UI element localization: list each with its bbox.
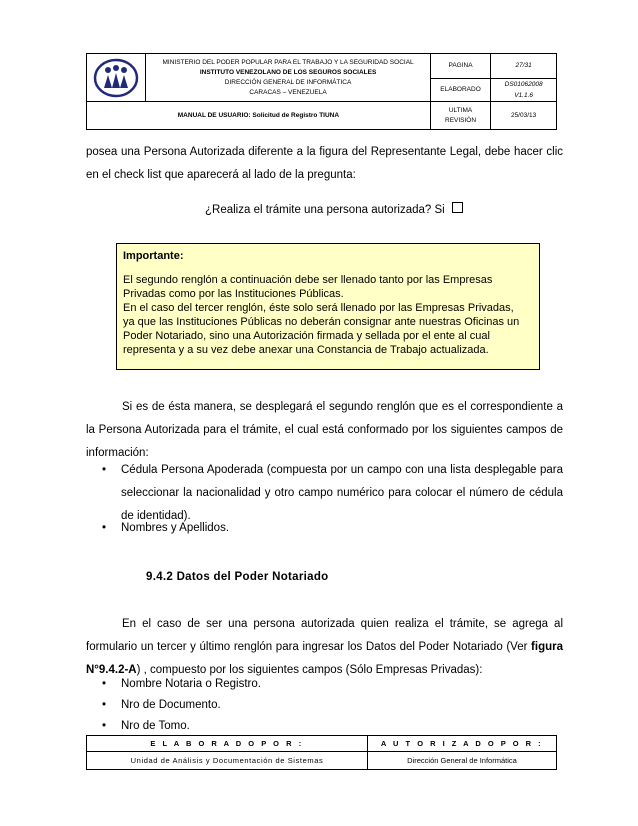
bullet-icon: • <box>102 522 107 534</box>
revision-label-line2: REVISIÓN <box>445 116 477 124</box>
para3-line2 <box>86 636 563 659</box>
doc-code: DS01062008 <box>504 81 543 88</box>
important-line-4: ya que las Instituciones Públicas no deberán consignar ante nuestras Oficinas un <box>123 316 520 328</box>
institution-block <box>146 54 431 102</box>
bullet2-text: Nombres y Apellidos. <box>121 522 230 534</box>
elaborado-label: ELABORADO <box>440 86 481 93</box>
important-line-6: representa y a su vez debe anexar una Constancia de Trabajo actualizada. <box>123 344 489 356</box>
important-line-1: El segundo renglón a continuación debe ser llenado tanto por las Empresas <box>123 274 493 286</box>
bullet3-text: Nombre Notaria o Registro. <box>121 678 261 690</box>
page-value: 27/31 <box>491 54 556 79</box>
institute-name: INSTITUTO VENEZOLANO DE LOS SEGUROS SOCIALES <box>199 68 377 76</box>
important-line-2: Privadas como por las Instituciones Públicas. <box>123 288 344 300</box>
elaborado-value: Unidad de Análisis y Documentación de Sistemas <box>87 752 368 770</box>
bullet1-line2: seleccionar la nacionalidad y otro campo numérico para colocar el número de cédula <box>121 487 563 499</box>
bullet-icon: • <box>102 699 107 711</box>
para3-line3-text: ) , compuesto por los siguientes campos (Sólo Empresas Privadas): <box>136 664 483 676</box>
para2-line3: información: <box>86 447 149 459</box>
page-elaborado-values <box>491 54 557 102</box>
ivss-logo-icon <box>93 58 139 98</box>
document-footer <box>86 735 557 770</box>
para2-line1: Si es de ésta manera, se desplegará el segundo renglón que es el correspondiente a <box>122 401 563 413</box>
important-note-box <box>116 243 540 370</box>
autorizado-value: Dirección General de Informática <box>368 752 557 770</box>
revision-label-line1: ULTIMA <box>448 106 473 114</box>
section-title: 9.4.2 Datos del Poder Notariado <box>146 571 329 583</box>
bullet4-text: Nro de Documento. <box>121 699 221 711</box>
important-title: Importante: <box>123 250 184 262</box>
figure-reference: figura <box>531 641 563 653</box>
ministry-name: MINISTERIO DEL PODER POPULAR PARA EL TRABAJO Y LA SEGURIDAD SOCIAL <box>162 58 414 66</box>
figure-number: N°9.4.2-A <box>86 664 137 676</box>
bullet-icon: • <box>102 464 107 476</box>
page-label: PAGINA <box>431 54 490 79</box>
revision-date: 25/03/13 <box>491 102 557 130</box>
para3-line1: En el caso de ser una persona autorizada quien realiza el trámite, se agrega al <box>122 618 563 630</box>
manual-title: MANUAL DE USUARIO: Solicitud de Registro TIUNA <box>87 102 431 130</box>
important-line-3: En el caso del tercer renglón, éste solo será llenado por las Empresas Privadas, <box>123 302 514 314</box>
bullet1-line3: de identidad). <box>121 510 191 522</box>
bullet1-line1: Cédula Persona Apoderada (compuesta por un campo con una lista desplegable para <box>121 464 563 476</box>
version: V1.1.6 <box>514 92 533 99</box>
document-header <box>86 53 557 130</box>
revision-label <box>430 102 490 130</box>
city-name: CARACAS – VENEZUELA <box>249 88 327 96</box>
direction-name: DIRECCIÓN GENERAL DE INFORMÁTICA <box>224 78 352 86</box>
notarial-paragraph <box>86 613 563 682</box>
bullet5-text: Nro de Tomo. <box>121 720 190 732</box>
authorized-checkbox[interactable] <box>452 202 463 213</box>
bullet-icon: • <box>102 720 107 732</box>
elaborado-title: E L A B O R A D O P O R : <box>87 736 368 752</box>
autorizado-title: A U T O R I Z A D O P O R : <box>368 736 557 752</box>
bullet-icon: • <box>102 678 107 690</box>
authorized-question <box>205 201 463 219</box>
question-text: ¿Realiza el trámite una persona autorizada? Si <box>205 204 445 216</box>
authorized-person-paragraph <box>86 396 563 465</box>
list-item <box>102 694 221 717</box>
page-elaborado-labels <box>430 54 490 102</box>
important-line-5: Poder Notariado, sino una Autorización firmada y sellada por el ente al cual <box>123 330 490 342</box>
para3-line2-text: formulario un tercer y último renglón para ingresar los Datos del Poder Notariado (Ver <box>86 641 532 653</box>
list-item <box>102 673 261 696</box>
para2-line2: la Persona Autorizada para el trámite, el cual está conformado por los siguientes campos de <box>86 424 563 436</box>
list-item <box>102 517 230 540</box>
intro-paragraph: posea una Persona Autorizada diferente a la figura del Representante Legal, debe hacer clic en el check list que aparecerá al lado de la pregunta: <box>86 146 563 181</box>
ivss-logo <box>87 54 146 102</box>
